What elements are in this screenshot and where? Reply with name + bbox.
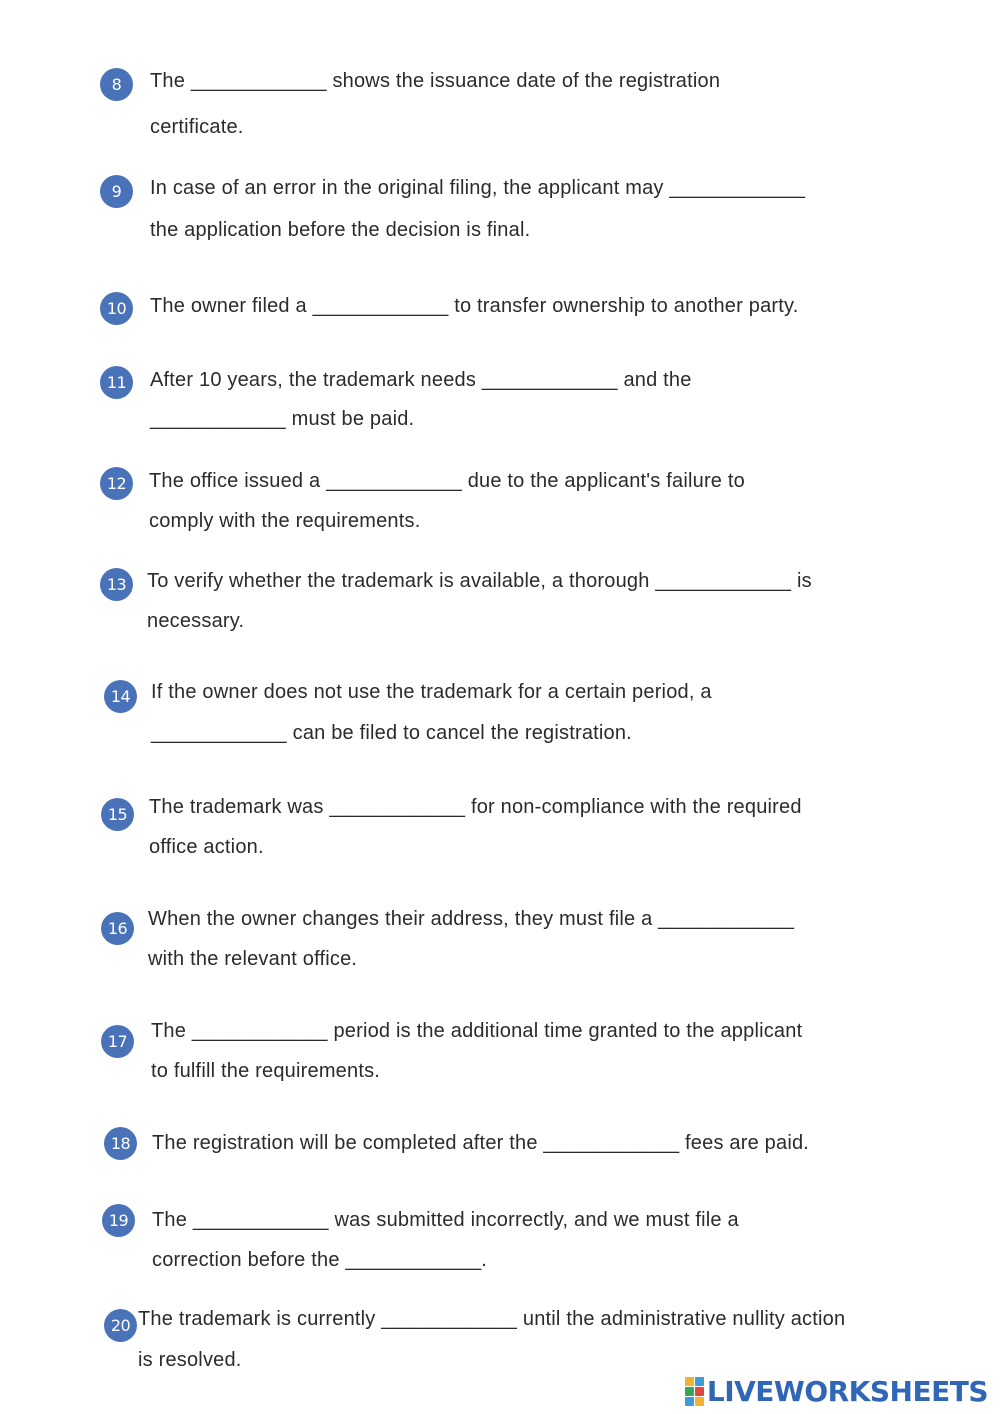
question-text-line-1: The owner filed a ____________ to transfer ownership to another party.: [150, 295, 799, 317]
question-text-line-2: with the relevant office.: [148, 948, 358, 970]
logo-brand-text: LIVEWORKSHEETS: [706, 1374, 988, 1408]
question-text-line-2: certificate.: [150, 116, 244, 138]
question-text-line-1: The registration will be completed after the ____________ fees are paid.: [152, 1132, 810, 1154]
question-text-line-2: the application before the decision is final.: [150, 219, 531, 241]
question-number-badge: 16: [101, 912, 134, 945]
question-text-line-2: office action.: [149, 836, 264, 858]
logo-blocks-icon: [685, 1377, 704, 1406]
question-text-line-2: ____________ must be paid.: [150, 408, 415, 430]
question-number-badge: 17: [101, 1025, 134, 1058]
question-number-badge: 19: [102, 1204, 135, 1237]
question-number-badge: 18: [104, 1127, 137, 1160]
question-text-line-1: To verify whether the trademark is available, a thorough ____________ is: [147, 570, 812, 592]
question-text-line-2: comply with the requirements.: [149, 510, 421, 532]
question-text-line-1: When the owner changes their address, they must file a ____________: [148, 908, 795, 930]
question-text-line-1: If the owner does not use the trademark for a certain period, a: [151, 681, 712, 703]
question-text-line-2: correction before the ____________.: [152, 1249, 488, 1271]
question-text-line-1: The ____________ was submitted incorrectly, and we must file a: [152, 1209, 739, 1231]
question-number-badge: 8: [100, 68, 133, 101]
question-text-line-2: necessary.: [147, 610, 245, 632]
question-number-badge: 13: [100, 568, 133, 601]
question-number-badge: 12: [100, 467, 133, 500]
question-number-badge: 20: [104, 1309, 137, 1342]
question-text-line-1: After 10 years, the trademark needs ____________ and the: [150, 369, 692, 391]
question-text-line-1: The ____________ period is the additional time granted to the applicant: [151, 1020, 803, 1042]
question-number-badge: 10: [100, 292, 133, 325]
question-text-line-1: In case of an error in the original filing, the applicant may ____________: [150, 177, 806, 199]
liveworksheets-logo: [685, 1374, 988, 1408]
question-number-badge: 14: [104, 680, 137, 713]
question-text-line-1: The trademark is currently ____________ until the administrative nullity action: [138, 1308, 846, 1330]
question-text-line-2: to fulfill the requirements.: [151, 1060, 381, 1082]
question-text-line-1: The office issued a ____________ due to the applicant's failure to: [149, 470, 745, 492]
question-number-badge: 9: [100, 175, 133, 208]
question-number-badge: 15: [101, 798, 134, 831]
question-text-line-2: ____________ can be filed to cancel the registration.: [151, 722, 632, 744]
question-text-line-1: The ____________ shows the issuance date of the registration: [150, 70, 721, 92]
question-text-line-2: is resolved.: [138, 1349, 242, 1371]
question-number-badge: 11: [100, 366, 133, 399]
question-text-line-1: The trademark was ____________ for non-compliance with the required: [149, 796, 802, 818]
